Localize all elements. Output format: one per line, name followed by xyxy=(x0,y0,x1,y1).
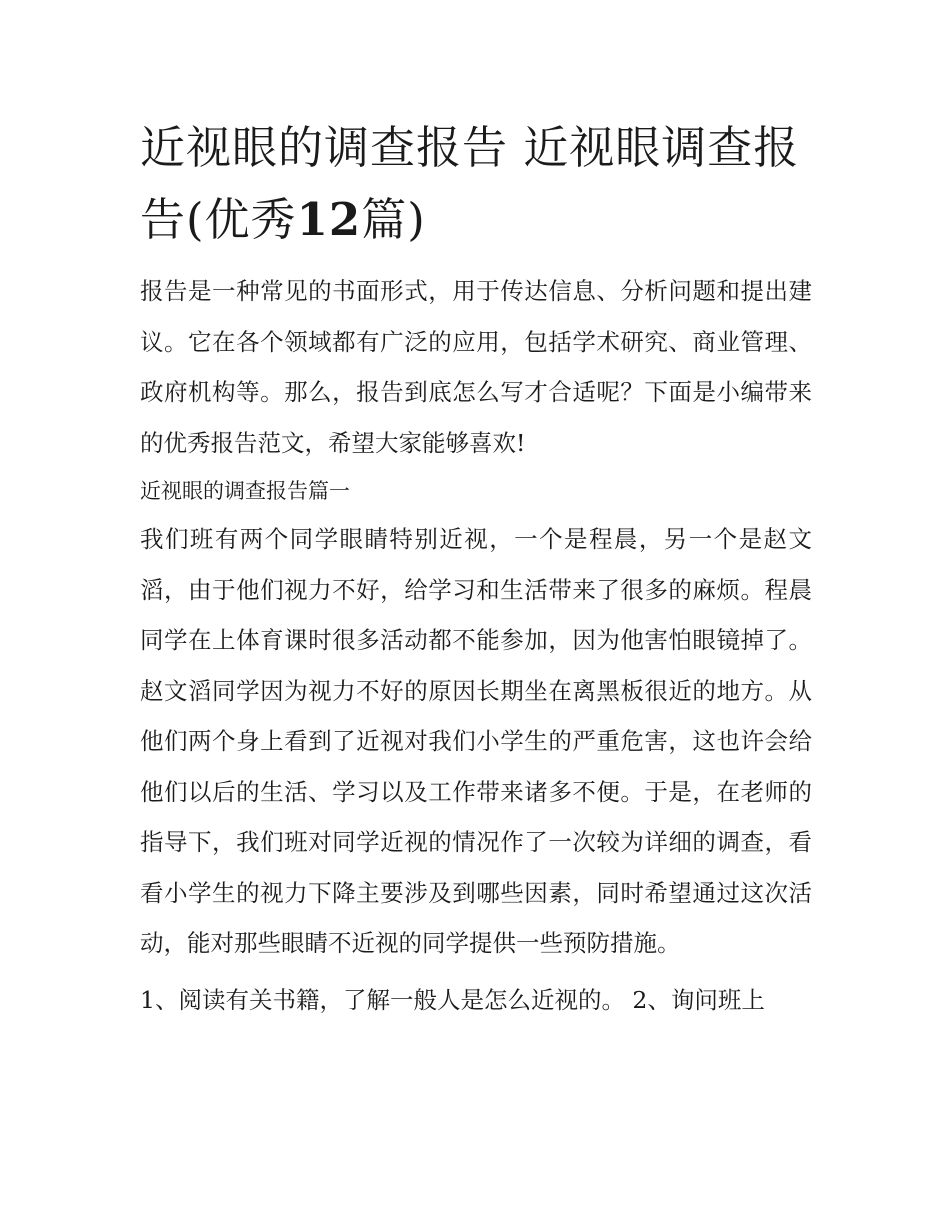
document-title xyxy=(140,112,812,256)
intro-paragraph: 报告是一种常见的书面形式，用于传达信息、分析问题和提出建议。它在各个领域都有广泛的应用，包括学术研究、商业管理、政府机构等。那么，报告到底怎么写才合适呢？下面是小编带来的优秀报告范文，希望大家能够喜欢! xyxy=(140,277,812,457)
section-heading: 近视眼的调查报告篇一 xyxy=(140,479,350,503)
title-number: 12 xyxy=(296,193,362,246)
list-line: 1、阅读有关书籍，了解一般人是怎么近视的。 2、询问班上 xyxy=(140,985,765,1014)
title-text: 近视眼的调查报告 近视眼调查报告(优秀 xyxy=(140,121,800,246)
title-suffix: 篇) xyxy=(361,193,426,246)
document-page xyxy=(140,112,812,1025)
body-paragraph: 我们班有两个同学眼睛特别近视，一个是程晨，另一个是赵文滔，由于他们视力不好，给学习和生活带来了很多的麻烦。程晨同学在上体育课时很多活动都不能参加，因为他害怕眼镜掉了。赵文滔同学因为视力不好的原因长期坐在离黑板很近的地方。从他们两个身上看到了近视对我们小学生的严重危害，这也许会给他们以后的生活、学习以及工作带来诸多不便。于是，在老师的指导下，我们班对同学近视的情况作了一次较为详细的调查，看看小学生的视力下降主要涉及到哪些因素，同时希望通过这次活动，能对那些眼睛不近视的同学提供一些预防措施。 xyxy=(140,525,812,957)
